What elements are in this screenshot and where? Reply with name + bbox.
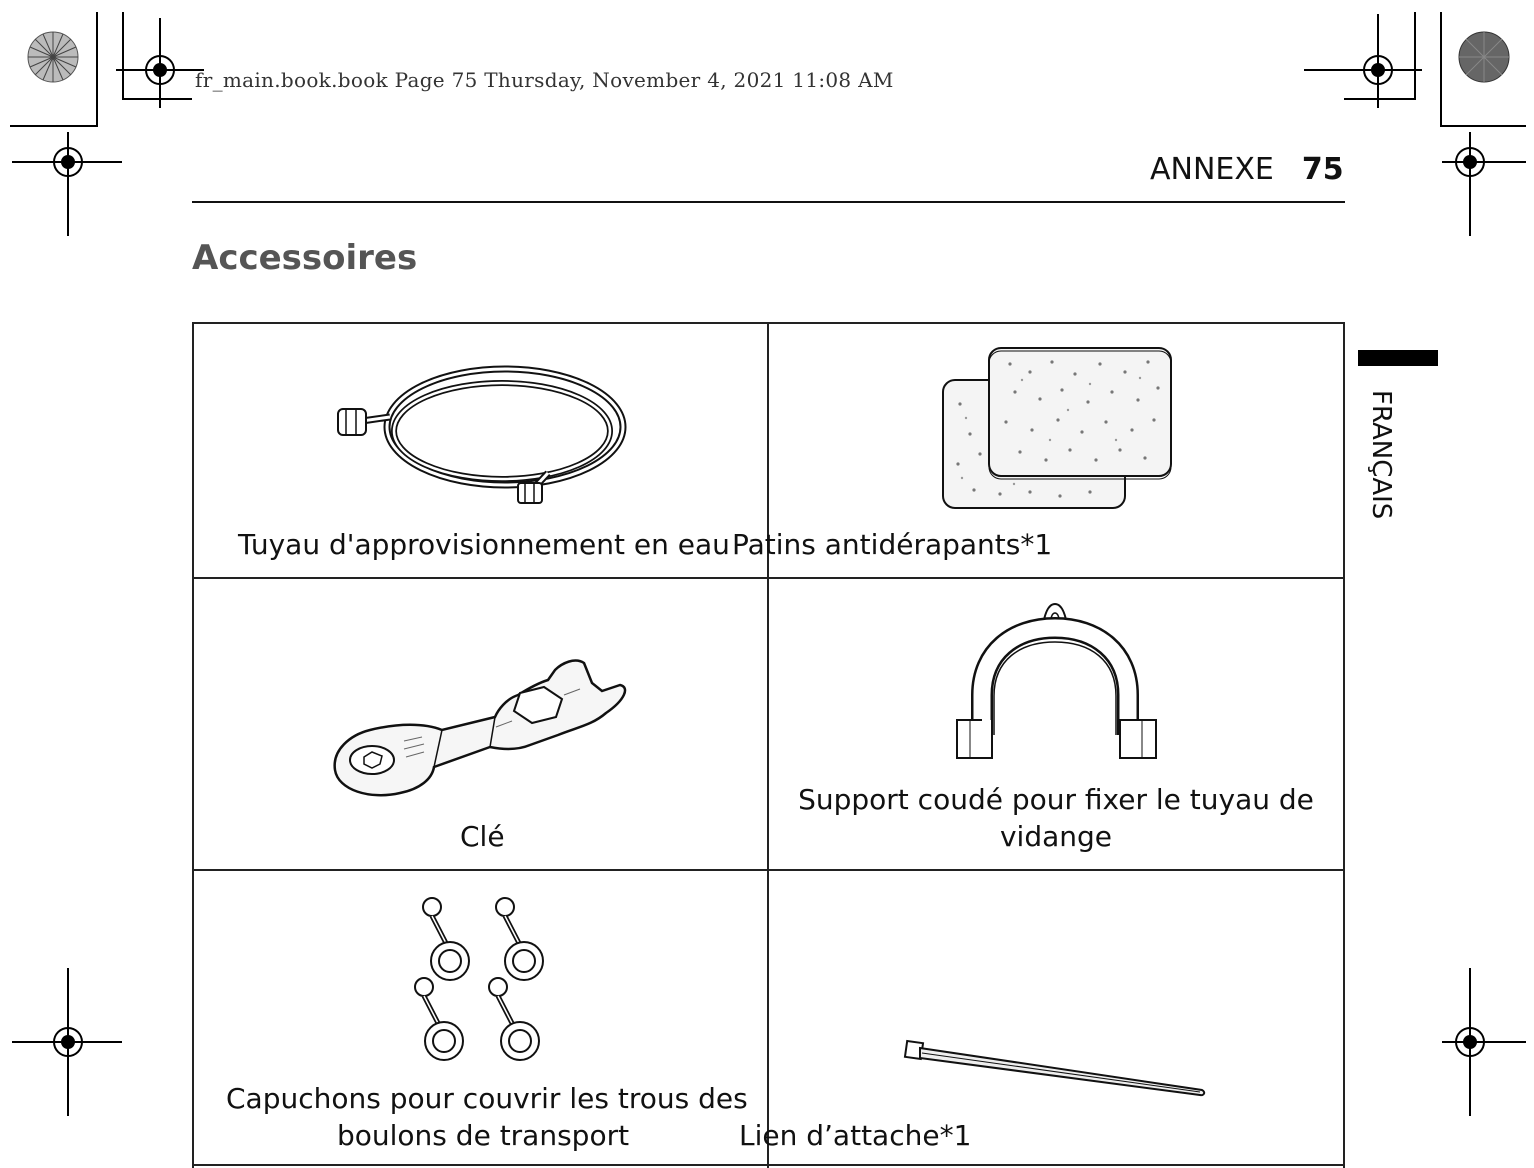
elbow-bracket-caption-line1: Support coudé pour fixer le tuyau de bbox=[798, 783, 1314, 816]
cable-tie-caption: Lien d’attache*1 bbox=[739, 1119, 972, 1152]
elbow-bracket-icon bbox=[952, 600, 1162, 768]
bolt-cap-icon bbox=[410, 895, 560, 1065]
water-hose-caption: Tuyau d'approvisionnement en eau bbox=[238, 528, 730, 561]
registration-mark-icon bbox=[1356, 48, 1400, 92]
anti-slip-pads-icon bbox=[940, 344, 1175, 514]
cable-tie-icon bbox=[902, 1036, 1212, 1100]
bolt-caps-caption-line2: boulons de transport bbox=[337, 1119, 630, 1152]
page-number: 75 bbox=[1301, 152, 1344, 187]
language-tab-bar bbox=[1358, 350, 1438, 366]
water-hose-icon bbox=[330, 355, 630, 515]
print-header: fr_main.book.book Page 75 Thursday, November 4, 2021 11:08 AM bbox=[195, 68, 894, 92]
wrench-icon bbox=[330, 655, 635, 805]
bolt-caps-caption-line1: Capuchons pour couvrir les trous des bbox=[226, 1082, 748, 1115]
elbow-bracket-caption bbox=[769, 781, 1343, 855]
running-title-section: ANNEXE bbox=[1150, 152, 1274, 187]
running-title bbox=[1150, 152, 1344, 187]
registration-mark-icon bbox=[138, 48, 182, 92]
calibration-dial-icon bbox=[26, 30, 80, 84]
elbow-bracket-caption-line2: vidange bbox=[999, 820, 1113, 853]
registration-mark-icon bbox=[46, 1020, 90, 1064]
registration-mark-icon bbox=[1448, 1020, 1492, 1064]
registration-mark-icon bbox=[46, 140, 90, 184]
registration-mark-icon bbox=[1448, 140, 1492, 184]
language-tab-label: FRANÇAIS bbox=[1366, 390, 1396, 520]
anti-slip-pads-caption: Patins antidérapants*1 bbox=[732, 528, 1053, 561]
section-title: Accessoires bbox=[192, 238, 418, 278]
header-rule bbox=[192, 201, 1345, 203]
wrench-caption: Clé bbox=[460, 820, 505, 853]
calibration-dial-icon bbox=[1457, 30, 1511, 84]
